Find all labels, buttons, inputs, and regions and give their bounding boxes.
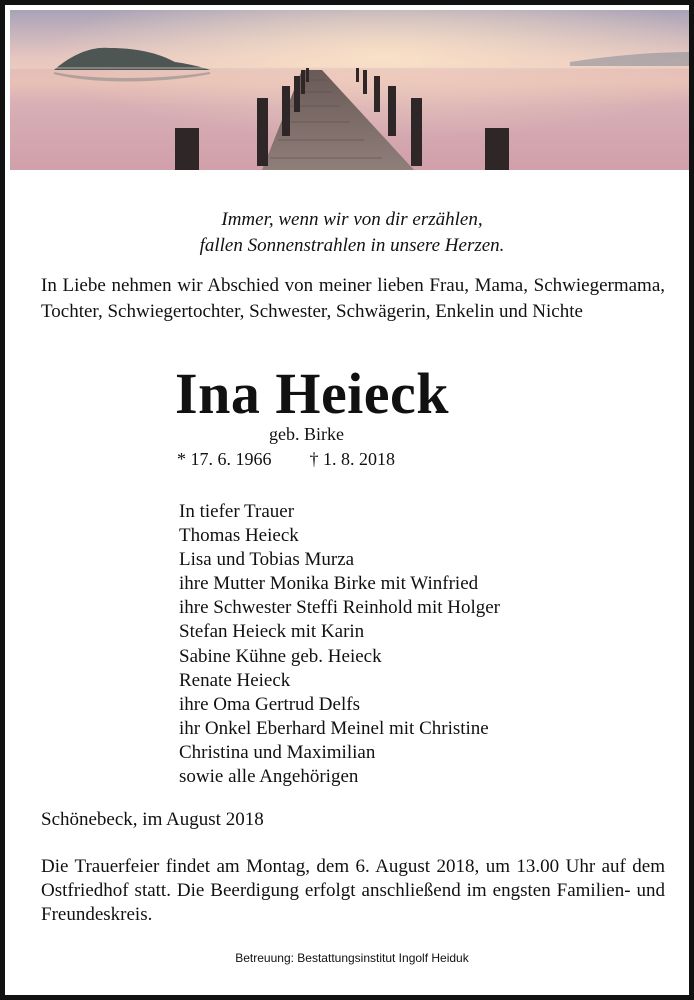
mourner-line: Thomas Heieck bbox=[179, 525, 299, 547]
place-date: Schönebeck, im August 2018 bbox=[41, 809, 264, 830]
funeral-home-credit: Betreuung: Bestattungsinstitut Ingolf Heiduk bbox=[235, 951, 469, 965]
quote-line: Immer, wenn wir von dir erzählen, bbox=[221, 209, 483, 230]
deceased-name: Ina Heieck bbox=[175, 361, 450, 426]
mourners-list bbox=[179, 500, 500, 789]
quote bbox=[5, 207, 694, 259]
mourner-line: Lisa und Tobias Murza bbox=[179, 549, 355, 571]
mourner-line: In tiefer Trauer bbox=[179, 501, 295, 522]
mourner-line: Christina und Maximilian bbox=[179, 741, 376, 763]
pier-lake-sunset-image bbox=[10, 10, 694, 170]
mourner-line: Renate Heieck bbox=[179, 669, 291, 691]
mourner-line: ihre Mutter Monika Birke mit Winfried bbox=[179, 573, 479, 595]
death-date: † 1. 8. 2018 bbox=[309, 449, 395, 469]
mourner-line: Sabine Kühne geb. Heieck bbox=[179, 645, 382, 667]
mourner-line: Stefan Heieck mit Karin bbox=[179, 621, 365, 643]
birth-date: * 17. 6. 1966 bbox=[177, 449, 272, 469]
quote-line: fallen Sonnenstrahlen in unsere Herzen. bbox=[199, 235, 505, 256]
mourner-line: sowie alle Angehörigen bbox=[179, 766, 359, 788]
life-dates bbox=[177, 447, 395, 471]
intro-text: In Liebe nehmen wir Abschied von meiner lieben Frau, Mama, Schwiegermama, Tochter, Schwiegertochter, Schwester, Schwägerin, Enkelin und Nichte bbox=[41, 275, 665, 322]
mourner-line: ihre Oma Gertrud Delfs bbox=[179, 693, 360, 715]
mourner-line: ihr Onkel Eberhard Meinel mit Christine bbox=[179, 717, 489, 739]
funeral-notice: Die Trauerfeier findet am Montag, dem 6. August 2018, um 13.00 Uhr auf dem Ostfriedhof statt. Die Beerdigung erfolgt anschließend im engsten Familien- und Freundeskreis. bbox=[41, 856, 665, 925]
mourner-line: ihre Schwester Steffi Reinhold mit Holger bbox=[179, 597, 501, 619]
maiden-name: geb. Birke bbox=[269, 424, 344, 444]
